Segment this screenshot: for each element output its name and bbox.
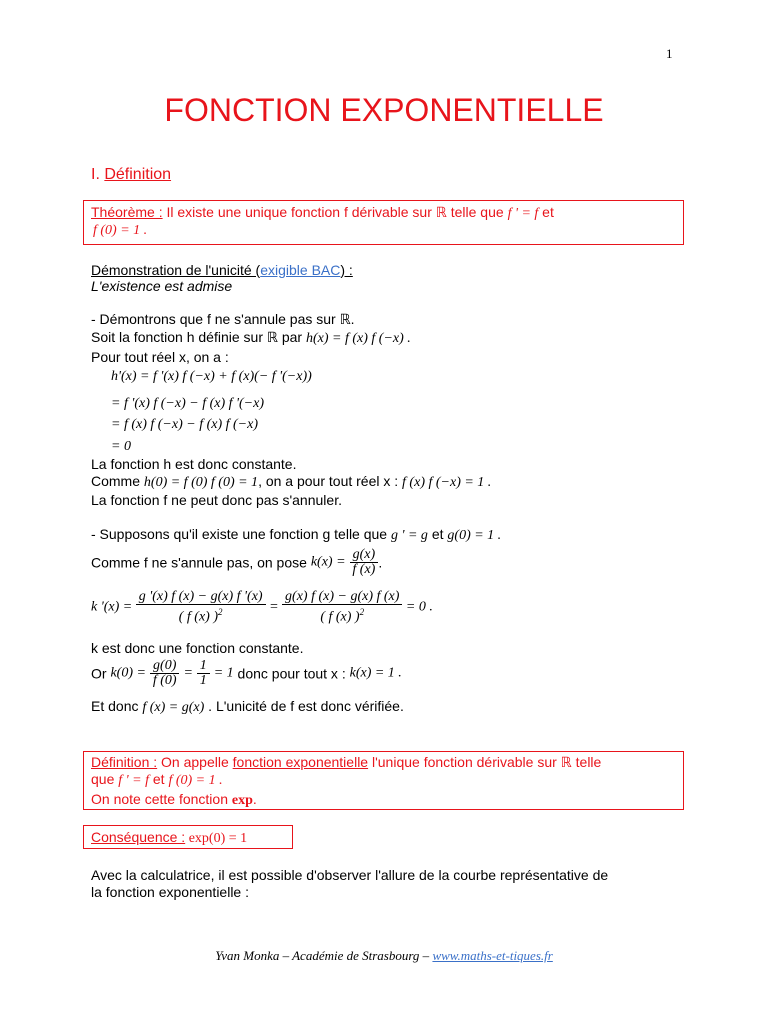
demo-line-8: Comme f ne s'annule pas, on pose k(x) = $\frac{g(x)}{f (x)}$ . bbox=[91, 547, 383, 577]
demo-line-5: Comme h(0) = f (0) f (0) = 1, on a pour tout réel x : f (x) f (−x) = 1 . bbox=[91, 473, 492, 490]
definition-line-2: que f ' = f et f (0) = 1 . bbox=[91, 771, 223, 788]
footer-link[interactable]: www.maths-et-tiques.fr bbox=[432, 948, 553, 963]
page-number: 1 bbox=[666, 46, 673, 61]
demo-line-2: Soit la fonction h définie sur ℝ par h(x) = f (x) f (−x) . bbox=[91, 329, 411, 346]
exigible-bac-link[interactable]: exigible BAC bbox=[260, 262, 341, 278]
demo-eq-3: = f (x) f (−x) − f (x) f (−x) bbox=[111, 417, 258, 432]
demo-line-1: - Démontrons que f ne s'annule pas sur ℝ. bbox=[91, 311, 355, 327]
demo-eq-1: h'(x) = f '(x) f (−x) + f (x)(− f '(−x)) bbox=[111, 369, 312, 384]
existence-note: L'existence est admise bbox=[91, 278, 233, 294]
page-title: FONCTION EXPONENTIELLE bbox=[164, 92, 604, 128]
definition-line-1: Définition : On appelle fonction exponentielle l'unique fonction dérivable sur ℝ telle bbox=[91, 754, 602, 770]
theorem-line-1: Théorème : Il existe une unique fonction f dérivable sur ℝ telle que f ' = f et bbox=[91, 204, 554, 221]
section-heading: I. Définition bbox=[91, 166, 172, 183]
demo-line-9: k est donc une fonction constante. bbox=[91, 640, 304, 656]
demo-line-6: La fonction f ne peut donc pas s'annuler. bbox=[91, 492, 342, 508]
footer: Yvan Monka – Académie de Strasbourg – www.maths-et-tiques.fr bbox=[215, 948, 553, 963]
demo-line-7: - Supposons qu'il existe une fonction g telle que g ' = g et g(0) = 1 . bbox=[91, 526, 502, 543]
theorem-line-2: f (0) = 1 . bbox=[93, 223, 148, 238]
closing-line-2: la fonction exponentielle : bbox=[91, 884, 249, 900]
definition-line-3: On note cette fonction exp. bbox=[91, 791, 257, 808]
demo-line-10: Or k(0) = $\frac{g(0)}{f (0)}$ = $\frac{1}{1}$ = 1 donc pour tout x : k(x) = 1 . bbox=[91, 658, 402, 688]
consequence-line: Conséquence : exp(0) = 1 bbox=[91, 829, 248, 846]
demo-line-4: La fonction h est donc constante. bbox=[91, 456, 297, 472]
demo-line-3: Pour tout réel x, on a : bbox=[91, 349, 229, 365]
demo-eq-4: = 0 bbox=[111, 439, 131, 454]
demo-heading: Démonstration de l'unicité (exigible BAC) : bbox=[91, 262, 353, 278]
demo-line-11: Et donc f (x) = g(x) . L'unicité de f est donc vérifiée. bbox=[91, 698, 404, 715]
closing-line-1: Avec la calculatrice, il est possible d'observer l'allure de la courbe représentative de bbox=[91, 867, 609, 883]
demo-eq-2: = f '(x) f (−x) − f (x) f '(−x) bbox=[111, 396, 264, 411]
demo-kprime: k '(x) = $\frac{g '(x) f (x) - g(x) f '(x)}{( f (x) )^2}$ = $\frac{g(x) f (x) - g(x) f (x)}{( f (x) )^2}$ = 0 . bbox=[91, 589, 433, 625]
